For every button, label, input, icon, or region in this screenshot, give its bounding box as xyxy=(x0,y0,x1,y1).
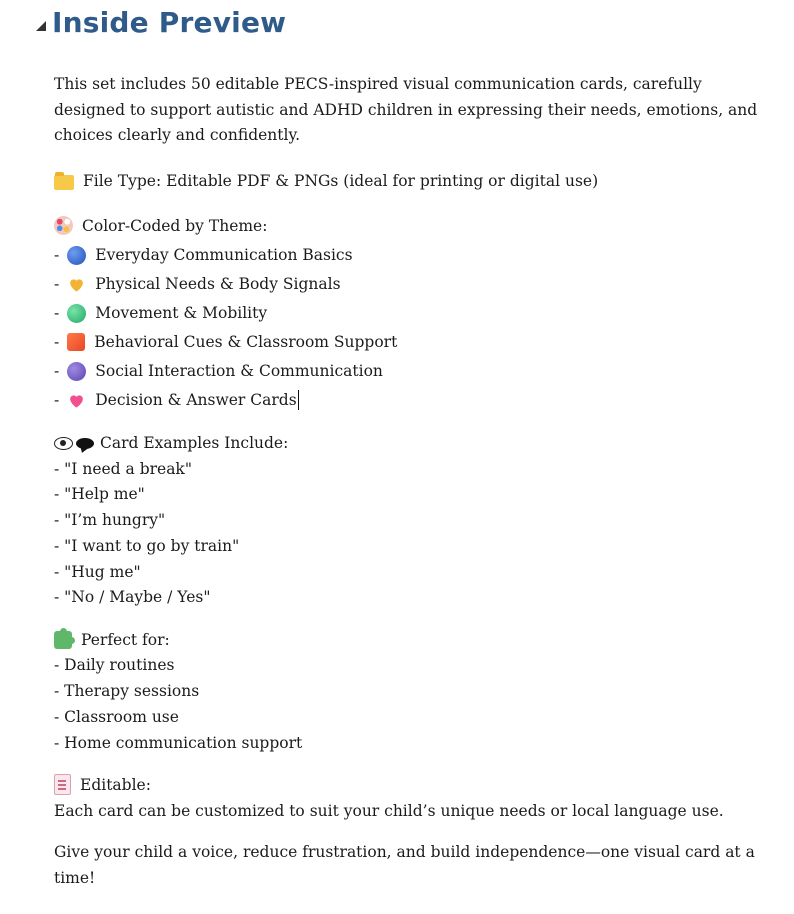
examples-title: Card Examples Include: xyxy=(100,434,289,452)
file-type-text: File Type: Editable PDF & PNGs (ideal for printing or digital use) xyxy=(83,171,599,190)
theme-item: - Physical Needs & Body Signals xyxy=(54,275,341,293)
orange-square-icon xyxy=(67,333,85,351)
theme-item: - Everyday Communication Basics xyxy=(54,246,353,264)
editable-section xyxy=(54,771,774,824)
perfect-for-title: Perfect for: xyxy=(81,630,170,649)
example-item: - "I’m hungry" xyxy=(54,511,166,530)
theme-item-label: Physical Needs & Body Signals xyxy=(95,275,341,293)
theme-item: - Decision & Answer Cards xyxy=(54,391,297,409)
color-coded-header xyxy=(54,211,774,241)
theme-item: - Social Interaction & Communication xyxy=(54,362,383,380)
palette-icon xyxy=(54,216,73,235)
memo-icon xyxy=(54,774,71,795)
editable-text: Each card can be customized to suit your child’s unique needs or local language use. xyxy=(54,802,724,821)
page-title: Inside Preview xyxy=(52,6,287,39)
heading-row xyxy=(36,4,286,42)
pink-heart-icon xyxy=(67,391,86,410)
puzzle-piece-icon xyxy=(54,631,72,649)
perfect-for-item: - Daily routines xyxy=(54,656,175,675)
purple-circle-icon xyxy=(67,362,86,381)
intro-paragraph: This set includes 50 editable PECS-inspired visual communication cards, carefully designed to support autistic and ADHD children in expressing their needs, emotions, and choices clearly and confidently. xyxy=(54,75,758,144)
example-item: - "No / Maybe / Yes" xyxy=(54,588,211,607)
theme-item-label: Everyday Communication Basics xyxy=(95,246,353,264)
yellow-heart-icon xyxy=(67,275,86,294)
perfect-for-item: - Classroom use xyxy=(54,707,179,726)
perfect-for-header xyxy=(54,626,774,653)
examples-section xyxy=(54,430,774,612)
color-coded-section xyxy=(54,211,774,415)
text-cursor xyxy=(298,390,299,410)
speech-bubble-icon xyxy=(76,438,94,449)
eye-icon xyxy=(54,437,73,450)
perfect-for-item: - Home communication support xyxy=(54,733,303,752)
example-item: - "Help me" xyxy=(54,485,145,504)
example-item: - "I need a break" xyxy=(54,459,192,478)
file-type-line xyxy=(54,166,774,196)
collapse-triangle-icon[interactable] xyxy=(36,21,46,31)
editable-header xyxy=(54,771,774,798)
theme-item-label: Movement & Mobility xyxy=(95,304,268,322)
green-circle-icon xyxy=(67,304,86,323)
theme-item-label: Social Interaction & Communication xyxy=(95,362,383,380)
perfect-for-item: - Therapy sessions xyxy=(54,682,200,701)
editable-title: Editable: xyxy=(80,775,151,794)
theme-item: - Behavioral Cues & Classroom Support xyxy=(54,333,398,351)
perfect-for-section xyxy=(54,626,774,756)
theme-item: - Movement & Mobility xyxy=(54,304,268,322)
document-body[interactable] xyxy=(54,72,774,891)
example-item: - "Hug me" xyxy=(54,562,141,581)
closing-paragraph: Give your child a voice, reduce frustration, and build independence—one visual card at a time! xyxy=(54,843,755,888)
color-coded-title: Color-Coded by Theme: xyxy=(82,216,268,235)
folder-icon xyxy=(54,175,74,190)
theme-item-label: Behavioral Cues & Classroom Support xyxy=(94,333,398,351)
example-item: - "I want to go by train" xyxy=(54,536,240,555)
blue-circle-icon xyxy=(67,246,86,265)
theme-item-label: Decision & Answer Cards xyxy=(95,391,297,409)
examples-header xyxy=(54,430,774,457)
